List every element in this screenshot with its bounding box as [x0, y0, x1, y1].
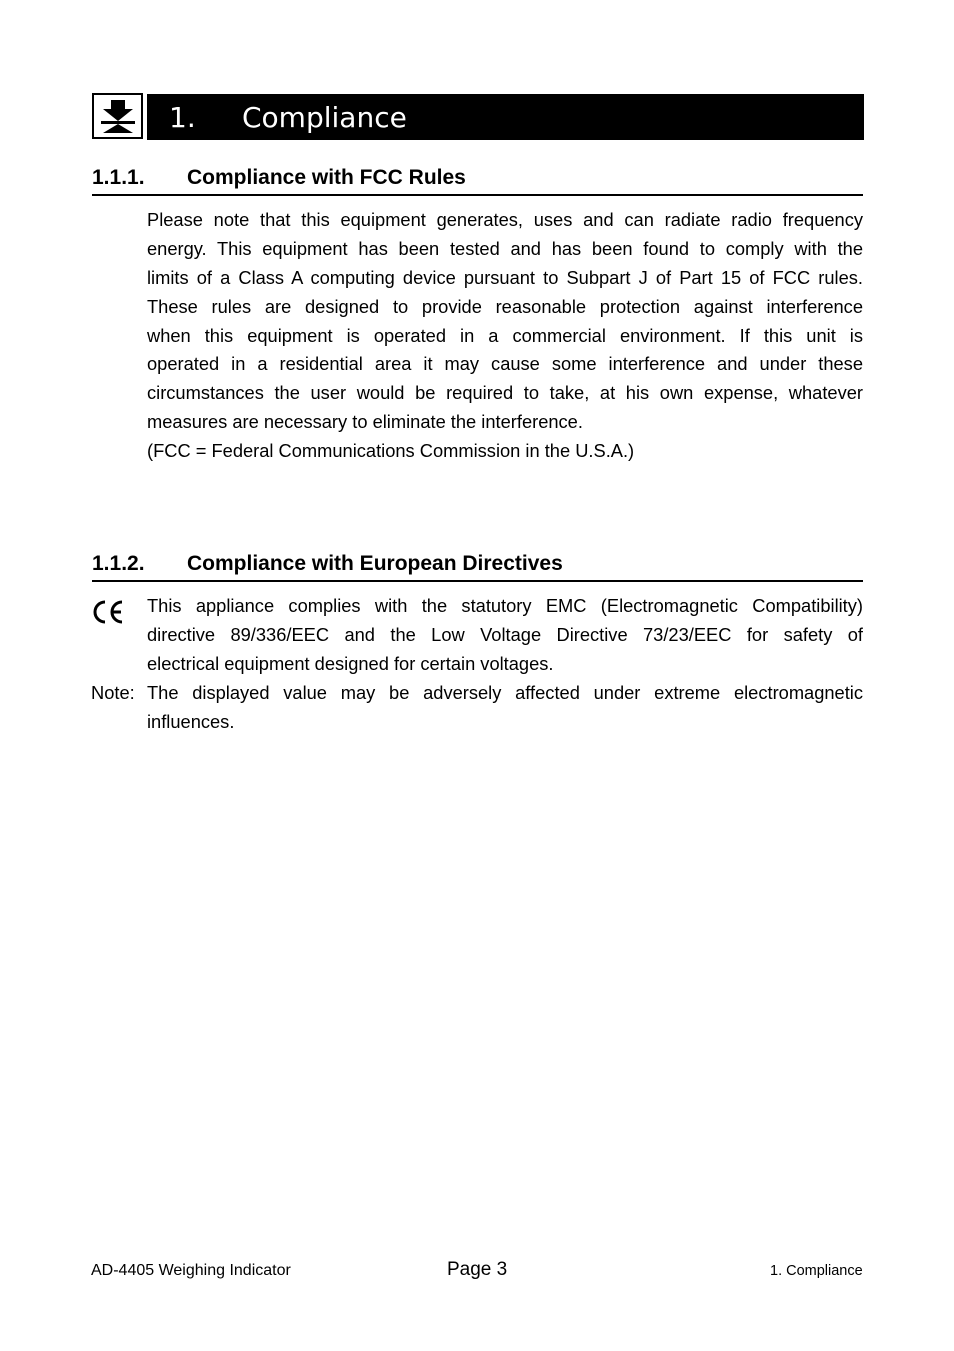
paragraph-line: electrical equipment designed for certain voltages.	[147, 652, 554, 674]
chapter-banner	[92, 93, 864, 141]
note-label: Note:	[91, 682, 135, 703]
european-paragraph	[147, 592, 863, 736]
footer-product-name: AD-4405 Weighing Indicator	[91, 1262, 291, 1279]
paragraph-line: (FCC = Federal Communications Commission in the U.S.A.)	[147, 440, 635, 462]
section-number: 1.1.1.	[92, 166, 145, 189]
paragraph-line: operated in a residential area it may cause some interference and under these	[147, 353, 863, 375]
paragraph-line: energy. This equipment has been tested and has been found to comply with the	[147, 237, 863, 259]
paragraph-line: limits of a Class A computing device pursuant to Subpart J of Part 15 of FCC rules.	[147, 266, 863, 288]
paragraph-line: circumstances the user would be required to take, at his own expense, whatever	[147, 382, 863, 404]
paragraph-line: measures are necessary to eliminate the interference.	[147, 411, 583, 433]
section-number: 1.1.2.	[92, 552, 145, 575]
ce-mark-icon	[91, 598, 125, 631]
section-title: Compliance with European Directives	[187, 552, 563, 575]
paragraph-line: This appliance complies with the statutory EMC (Electromagnetic Compatibility)	[147, 595, 863, 616]
paragraph-line: directive 89/336/EEC and the Low Voltage Directive 73/23/EEC for safety of	[147, 623, 863, 645]
paragraph-line: These rules are designed to provide reasonable protection against interference	[147, 295, 863, 317]
section-heading-fcc	[92, 167, 863, 196]
weighing-down-arrow-icon	[92, 93, 143, 139]
fcc-paragraph	[147, 206, 863, 466]
paragraph-line: Please note that this equipment generates, uses and can radiate radio frequency	[147, 209, 863, 230]
section-title: Compliance with FCC Rules	[187, 166, 466, 189]
note-line: The displayed value may be adversely affected under extreme electromagnetic	[147, 681, 863, 703]
footer-chapter-name: 1. Compliance	[770, 1263, 863, 1279]
chapter-number: 1.	[169, 101, 196, 134]
chapter-title-bar	[147, 94, 864, 140]
paragraph-line: when this equipment is operated in a commercial environment. If this unit is	[147, 324, 863, 346]
chapter-title: Compliance	[242, 101, 407, 134]
section-heading-european	[92, 553, 863, 582]
footer-page-number: Page 3	[447, 1259, 508, 1280]
note-line: influences.	[147, 710, 235, 732]
